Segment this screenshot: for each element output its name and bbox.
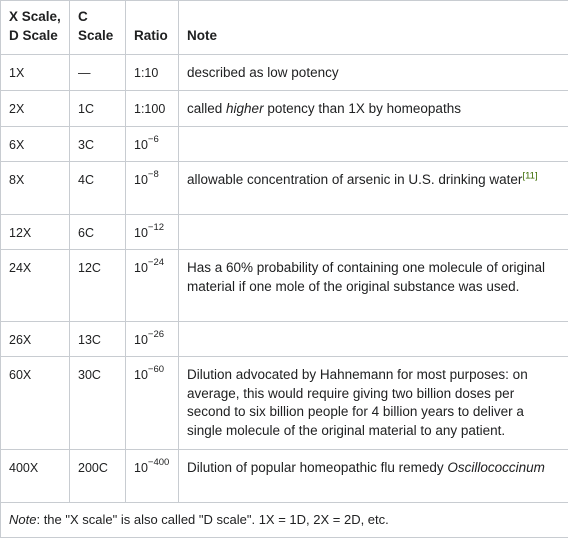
- ratio-exponent: −26: [147, 328, 165, 340]
- table-row: [1, 162, 568, 215]
- ratio-base: 1:100: [134, 102, 166, 116]
- table-footer-row: [1, 503, 568, 538]
- c-scale-cell: —: [70, 55, 126, 91]
- ratio-cell: [126, 162, 179, 215]
- footer-note-label: Note: [9, 512, 37, 527]
- table-row: [1, 322, 568, 357]
- note-cell: [179, 357, 568, 450]
- ratio-cell: [126, 91, 179, 127]
- c-scale-cell: 4C: [70, 162, 126, 215]
- table-row: [1, 215, 568, 250]
- ratio-exponent: −400: [147, 456, 170, 468]
- table-row: [1, 127, 568, 162]
- x-scale-cell: 400X: [1, 450, 70, 503]
- table-row: [1, 357, 568, 450]
- citation-link[interactable]: [11]: [522, 170, 538, 182]
- c-scale-cell: 1C: [70, 91, 126, 127]
- ratio-exponent: −24: [147, 256, 165, 268]
- x-scale-cell: 60X: [1, 357, 70, 450]
- c-scale-cell: 13C: [70, 322, 126, 357]
- table-row: [1, 91, 568, 127]
- c-scale-cell: 30C: [70, 357, 126, 450]
- header-note: Note: [179, 1, 568, 55]
- note-text: Dilution of popular homeopathic flu remedy: [187, 460, 448, 475]
- ratio-base: 10: [134, 173, 148, 187]
- note-cell: [179, 127, 568, 162]
- footer-note-text: : the "X scale" is also called "D scale". 1X = 1D, 2X = 2D, etc.: [36, 512, 389, 527]
- note-cell: [179, 162, 568, 215]
- footer-note: [1, 503, 568, 538]
- table-body: [1, 55, 568, 503]
- note-italic: Oscillococcinum: [447, 460, 545, 475]
- c-scale-cell: 3C: [70, 127, 126, 162]
- c-scale-cell: 6C: [70, 215, 126, 250]
- ratio-exponent: −8: [147, 168, 159, 180]
- ratio-cell: [126, 127, 179, 162]
- table-row: [1, 250, 568, 322]
- ratio-exponent: −60: [147, 363, 165, 375]
- c-scale-cell: 12C: [70, 250, 126, 322]
- note-cell: [179, 322, 568, 357]
- c-scale-cell: 200C: [70, 450, 126, 503]
- ratio-base: 10: [134, 333, 148, 347]
- note-text: allowable concentration of arsenic in U.S. drinking water: [187, 172, 523, 187]
- x-scale-cell: 6X: [1, 127, 70, 162]
- x-scale-cell: 24X: [1, 250, 70, 322]
- header-c-scale: [70, 1, 126, 55]
- note-text: described as low potency: [187, 65, 339, 80]
- note-cell: [179, 450, 568, 503]
- header-ratio: Ratio: [126, 1, 179, 55]
- note-cell: [179, 55, 568, 91]
- header-c-scale-line1: C: [78, 9, 88, 24]
- x-scale-cell: 26X: [1, 322, 70, 357]
- table-row: [1, 450, 568, 503]
- ratio-cell: [126, 450, 179, 503]
- note-text-post: potency than 1X by homeopaths: [263, 101, 461, 116]
- ratio-cell: [126, 55, 179, 91]
- note-cell: [179, 250, 568, 322]
- header-x-scale: [1, 1, 70, 55]
- ratio-base: 10: [134, 138, 148, 152]
- x-scale-cell: 2X: [1, 91, 70, 127]
- ratio-exponent: −12: [147, 221, 165, 233]
- ratio-base: 10: [134, 226, 148, 240]
- note-text: called: [187, 101, 227, 116]
- ratio-base: 1:10: [134, 66, 159, 80]
- x-scale-cell: 1X: [1, 55, 70, 91]
- header-x-scale-line1: X Scale,: [9, 9, 61, 24]
- ratio-base: 10: [134, 461, 148, 475]
- header-x-scale-line2: D Scale: [9, 28, 58, 43]
- x-scale-cell: 12X: [1, 215, 70, 250]
- note-cell: [179, 91, 568, 127]
- ratio-cell: [126, 215, 179, 250]
- note-text: Dilution advocated by Hahnemann for most purposes: on average, this would require giving two billion doses per second to six billion people for 4 billion years to deliver a single molecule of the original material to any patient.: [187, 367, 528, 438]
- ratio-cell: [126, 357, 179, 450]
- header-c-scale-line2: Scale: [78, 28, 114, 43]
- note-italic: higher: [226, 101, 264, 116]
- x-scale-cell: 8X: [1, 162, 70, 215]
- ratio-cell: [126, 322, 179, 357]
- note-text: Has a 60% probability of containing one molecule of original material if one mole of the original substance was used.: [187, 260, 545, 294]
- ratio-base: 10: [134, 368, 148, 382]
- table-row: [1, 55, 568, 91]
- ratio-base: 10: [134, 261, 148, 275]
- table-header-row: [1, 1, 568, 55]
- note-cell: [179, 215, 568, 250]
- ratio-cell: [126, 250, 179, 322]
- ratio-exponent: −6: [147, 133, 159, 145]
